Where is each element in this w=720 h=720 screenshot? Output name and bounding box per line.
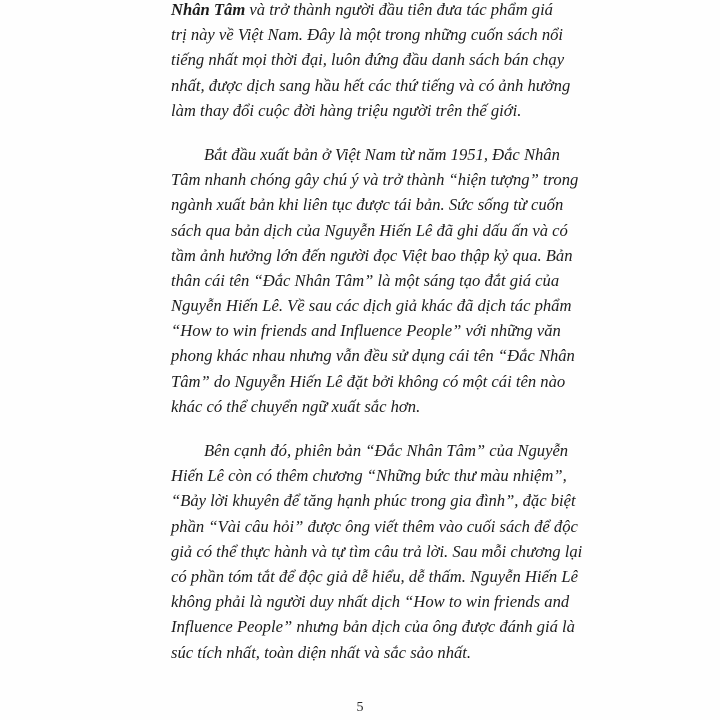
text-line <box>171 0 553 22</box>
text-line: sách qua bản dịch của Nguyễn Hiến Lê đã ghi dấu ấn và có <box>171 220 568 240</box>
text-line: Influence People” nhưng bản dịch của ông được đánh giá là <box>171 617 575 637</box>
text-line: Tâm” do Nguyễn Hiến Lê đặt bởi không có một cái tên nào <box>171 371 566 391</box>
text-line-rest: và trở thành người đầu tiên đưa tác phẩm giá <box>245 0 553 19</box>
text-line: khác có thể chuyển ngữ xuất sắc hơn. <box>171 396 421 416</box>
paragraph-2 <box>171 142 579 419</box>
text-line: Nguyễn Hiến Lê. Về sau các dịch giả khác đã dịch tác phẩm <box>171 296 572 316</box>
text-line: giả có thể thực hành và tự tìm câu trả lời. Sau mỗi chương lại <box>171 541 583 561</box>
text-line: Bên cạnh đó, phiên bản “Đắc Nhân Tâm” của Nguyễn <box>204 441 569 460</box>
paragraph-3 <box>171 438 583 665</box>
text-line: Hiến Lê còn có thêm chương “Những bức thư màu nhiệm”, <box>171 466 567 486</box>
text-line: nhất, được dịch sang hầu hết các thứ tiếng và có ảnh hưởng <box>171 75 571 95</box>
text-line: tiếng nhất mọi thời đại, luôn đứng đầu danh sách bán chạy <box>171 50 565 70</box>
paragraph-1 <box>171 0 571 123</box>
bold-lead-text: Nhân Tâm <box>171 0 246 19</box>
text-line: có phần tóm tắt để độc giả dễ hiểu, dễ thấm. Nguyễn Hiến Lê <box>171 566 578 586</box>
text-line: làm thay đổi cuộc đời hàng triệu người trên thế giới. <box>171 100 522 120</box>
text-line: ngành xuất bản khi liên tục được tái bản. Sức sống từ cuốn <box>171 195 564 215</box>
text-line: “How to win friends and Influence People” với những văn <box>171 321 561 341</box>
text-line: tầm ảnh hưởng lớn đến người đọc Việt bao thập kỷ qua. Bản <box>171 245 573 265</box>
text-line: Tâm nhanh chóng gây chú ý và trở thành “hiện tượng” trong <box>171 170 579 190</box>
text-line: Bắt đầu xuất bản ở Việt Nam từ năm 1951, Đắc Nhân <box>204 144 560 164</box>
text-line: phong khác nhau nhưng vẫn đều sử dụng cái tên “Đắc Nhân <box>171 346 575 366</box>
text-line: phần “Vài câu hỏi” được ông viết thêm vào cuối sách để độc <box>171 516 578 536</box>
text-line: “Bảy lời khuyên để tăng hạnh phúc trong gia đình”, đặc biệt <box>171 491 576 511</box>
text-column <box>171 0 583 665</box>
text-line: thân cái tên “Đắc Nhân Tâm” là một sáng tạo đắt giá của <box>171 270 560 290</box>
text-line: súc tích nhất, toàn diện nhất và sắc sảo nhất. <box>171 642 472 662</box>
text-line: không phải là người duy nhất dịch “How to win friends and <box>171 592 570 612</box>
text-line: trị này về Việt Nam. Đây là một trong những cuốn sách nổi <box>171 25 564 45</box>
page-number: 5 <box>356 700 364 715</box>
